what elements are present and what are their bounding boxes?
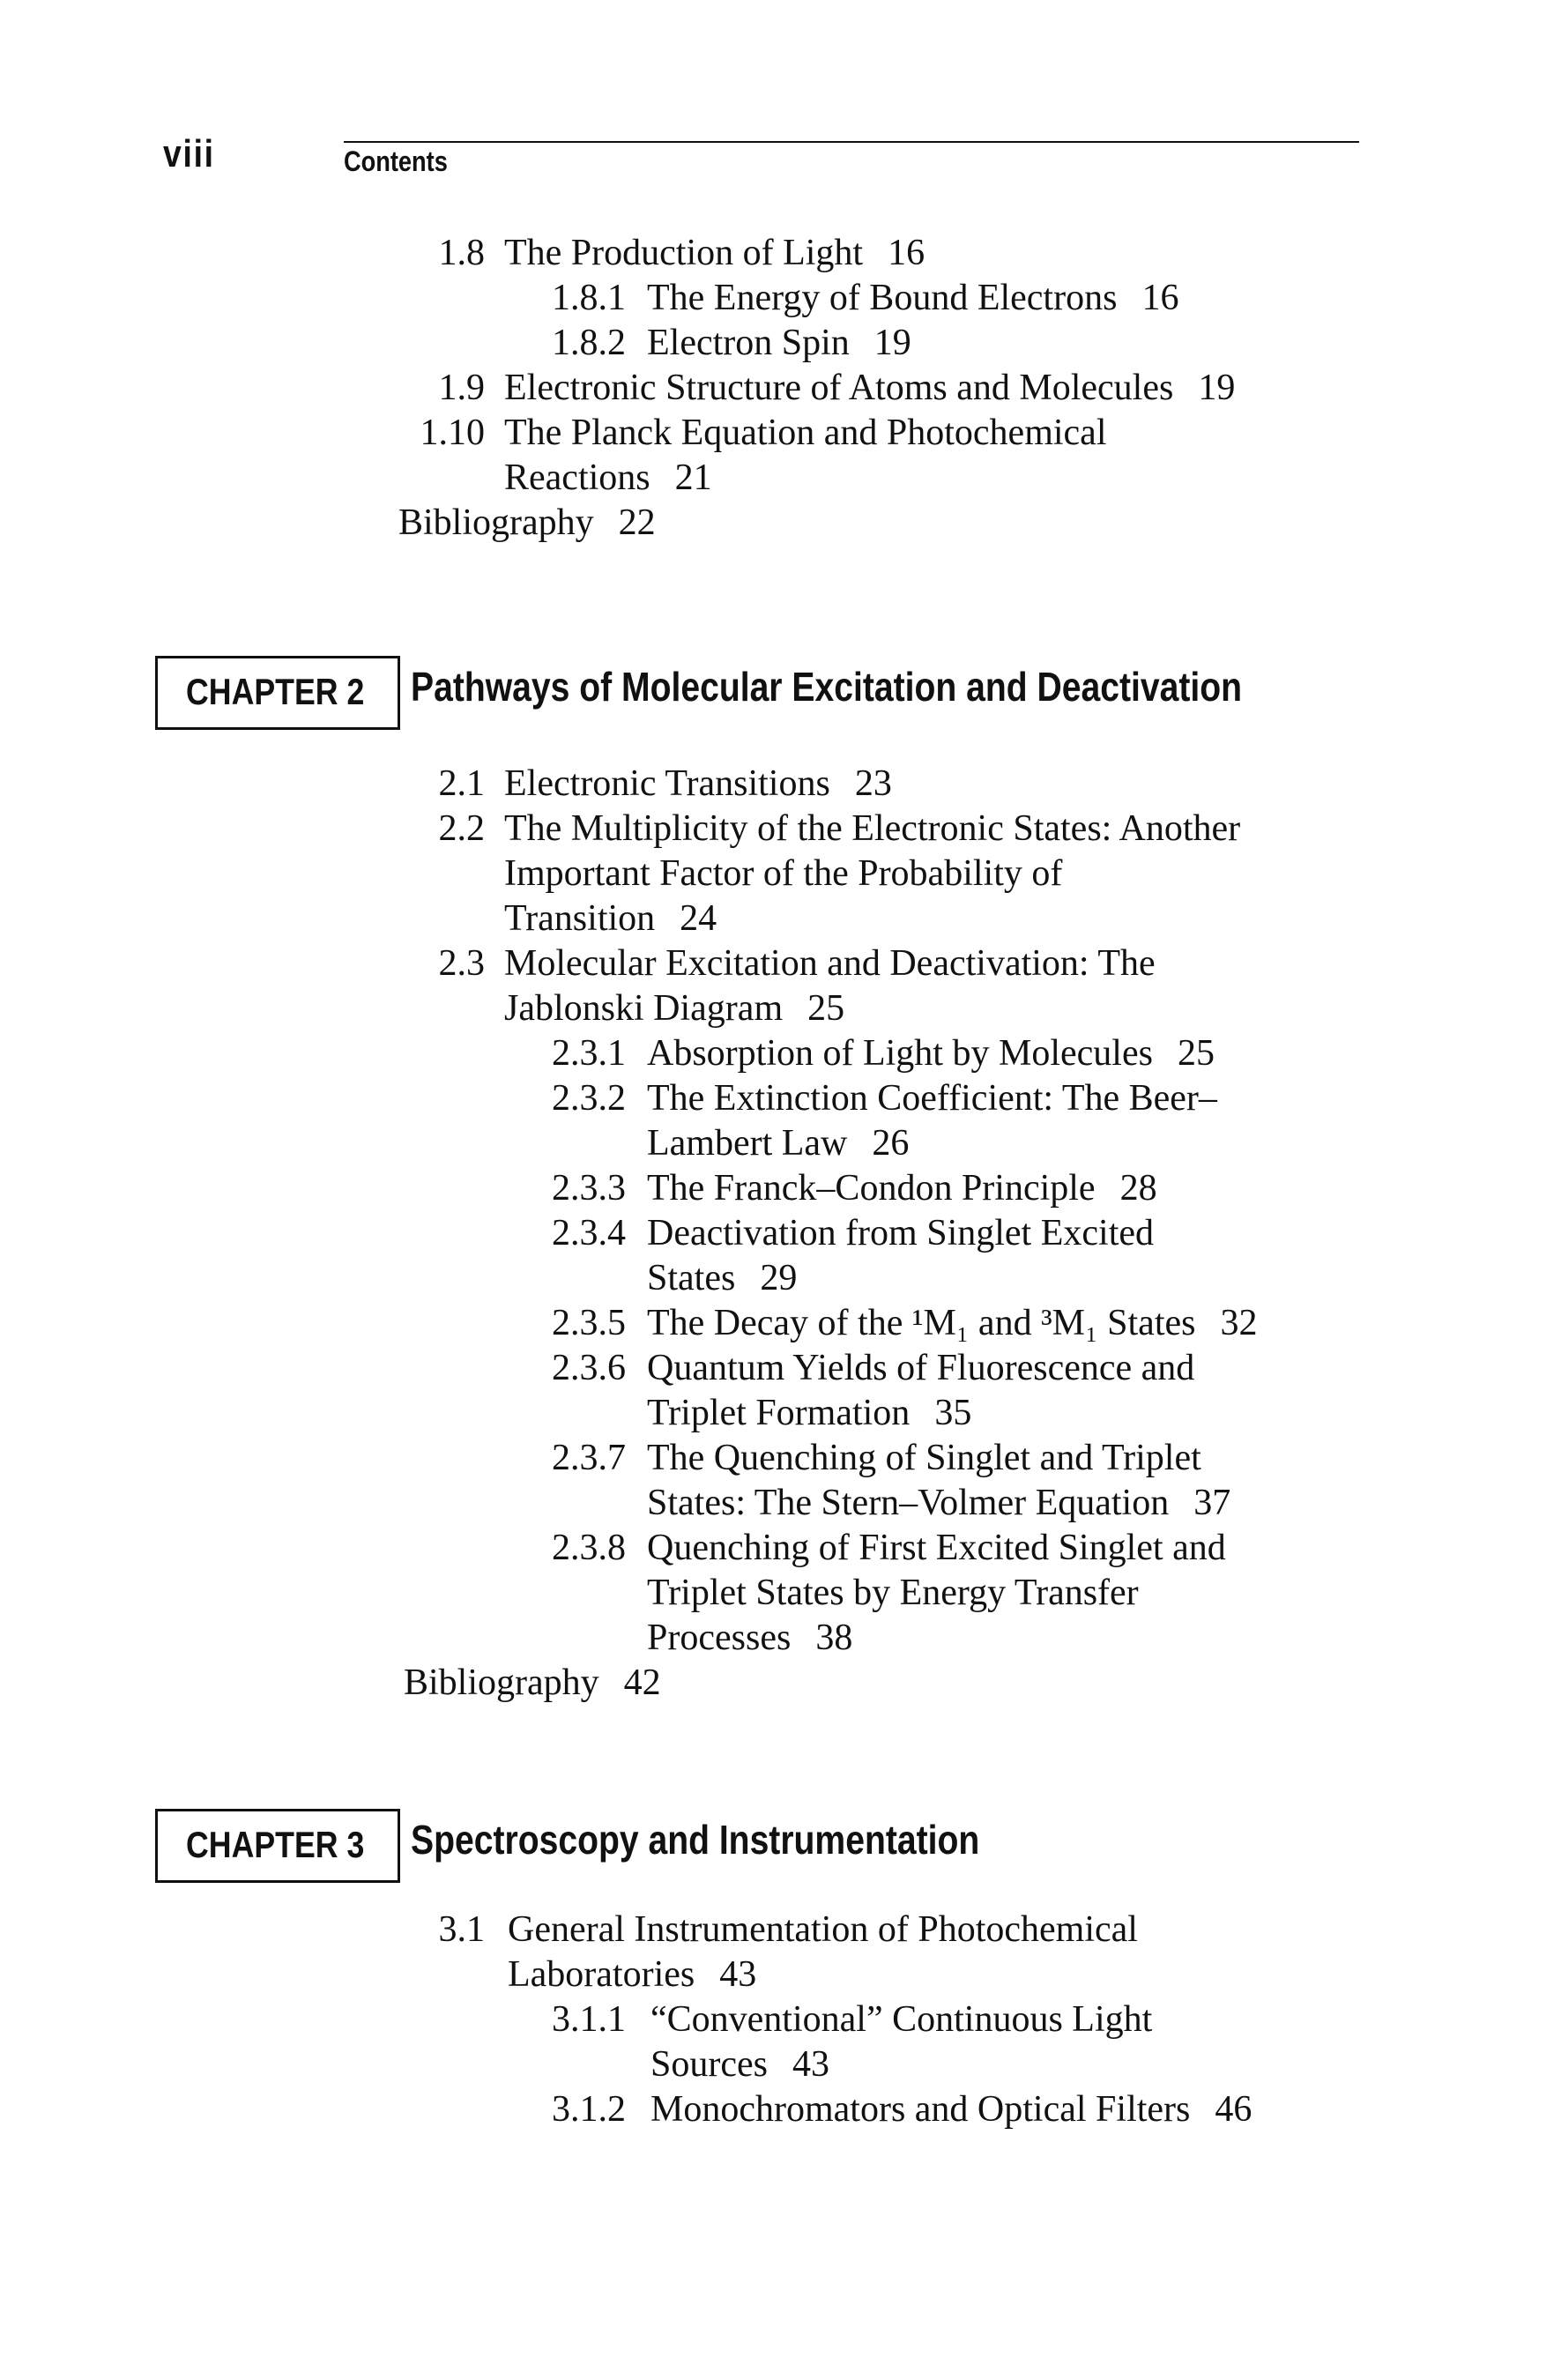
toc-entry-page: 16 xyxy=(1141,278,1179,318)
toc-entry-page: 26 xyxy=(872,1123,910,1164)
toc-entry-title: Bibliography xyxy=(398,502,594,543)
toc-entry-title: Triplet Formation xyxy=(647,1393,911,1433)
chapter-title: Pathways of Molecular Excitation and Deactivation xyxy=(411,664,1242,710)
toc-entry-title: Electronic Structure of Atoms and Molecules xyxy=(504,368,1174,408)
toc-entry-line xyxy=(504,896,717,941)
toc-entry-line xyxy=(647,1301,1257,1346)
toc-entry-title: States: The Stern–Volmer Equation xyxy=(647,1483,1170,1523)
toc-entry-page: 35 xyxy=(934,1393,972,1433)
toc-entry-line xyxy=(647,1391,971,1436)
chapter-heading xyxy=(155,656,1371,730)
toc-entry-number: 1.8.2 xyxy=(552,323,626,363)
toc-entry-number: 1.10 xyxy=(420,413,485,453)
toc-entry-title: States xyxy=(647,1258,736,1298)
toc-entry-line xyxy=(647,276,1178,321)
toc-entry-title: Lambert Law xyxy=(647,1123,848,1164)
toc-entry-title: Absorption of Light by Molecules xyxy=(647,1033,1153,1074)
toc-entry-line xyxy=(650,2042,829,2087)
toc-entry-page: 43 xyxy=(719,1954,757,1995)
toc-entry-title: The Decay of the ¹M₁ and ³M₁ States xyxy=(647,1303,1196,1343)
toc-entry-number: 3.1 xyxy=(438,1909,485,1950)
chapter-label-box xyxy=(155,656,400,730)
chapter-label: CHAPTER 2 xyxy=(186,671,365,712)
toc-entry-number: 3.1.1 xyxy=(552,1999,626,2040)
toc-entry-title: The Planck Equation and Photochemical xyxy=(504,413,1107,453)
toc-entry-title: Molecular Excitation and Deactivation: The xyxy=(504,943,1156,984)
toc-entry-number: 2.3.2 xyxy=(552,1078,626,1119)
toc-entry-number: 2.3 xyxy=(438,943,485,984)
toc-entry-line xyxy=(647,1616,852,1661)
toc-entry-title: Important Factor of the Probability of xyxy=(504,853,1063,894)
toc-entry-number: 2.3.3 xyxy=(552,1168,626,1209)
toc-entry-page: 16 xyxy=(888,233,925,273)
toc-entry-title: Quenching of First Excited Singlet and xyxy=(647,1528,1226,1568)
toc-entry-page: 25 xyxy=(1177,1033,1215,1074)
toc-entry-title: Jablonski Diagram xyxy=(504,988,784,1029)
toc-entry-line xyxy=(504,762,892,807)
toc-entry-title: “Conventional” Continuous Light xyxy=(650,1999,1153,2040)
toc-entry-page: 42 xyxy=(623,1662,661,1703)
toc-entry-title: Reactions xyxy=(504,457,650,498)
toc-entry-title: The Energy of Bound Electrons xyxy=(647,278,1118,318)
toc-entry-number: 2.3.5 xyxy=(552,1303,626,1343)
page-number: viii xyxy=(163,132,215,175)
toc-entry-line xyxy=(504,366,1235,411)
toc-entry-title: The Quenching of Singlet and Triplet xyxy=(647,1438,1201,1478)
toc-entry-number: 3.1.2 xyxy=(552,2089,626,2130)
toc-entry-page: 43 xyxy=(792,2044,829,2085)
toc-entry-line xyxy=(650,2087,1252,2132)
toc-entry-page: 37 xyxy=(1193,1483,1231,1523)
toc-entry-page: 23 xyxy=(854,763,892,804)
toc-entry-number: 1.8 xyxy=(438,233,485,273)
toc-entry-page: 25 xyxy=(807,988,845,1029)
toc-entry-title: Quantum Yields of Fluorescence and xyxy=(647,1348,1195,1388)
toc-entry-number: 1.9 xyxy=(438,368,485,408)
toc-entry-title: The Extinction Coefficient: The Beer– xyxy=(647,1078,1217,1119)
toc-entry-title: Monochromators and Optical Filters xyxy=(650,2089,1191,2130)
toc-entry-title: The Production of Light xyxy=(504,233,864,273)
toc-entry-line xyxy=(647,1031,1215,1076)
toc-entry-page: 32 xyxy=(1220,1303,1258,1343)
toc-entry-number: 1.8.1 xyxy=(552,278,626,318)
toc-entry-number: 2.3.8 xyxy=(552,1528,626,1568)
toc-entry-number: 2.3.6 xyxy=(552,1348,626,1388)
toc-entry-title: General Instrumentation of Photochemical xyxy=(508,1909,1138,1950)
toc-entry-line xyxy=(504,231,925,276)
toc-entry-line xyxy=(508,1952,756,1997)
running-head: Contents xyxy=(344,145,448,177)
toc-entry-title: The Franck–Condon Principle xyxy=(647,1168,1096,1209)
toc-entry-number: 2.3.1 xyxy=(552,1033,626,1074)
toc-entry-line xyxy=(647,1481,1230,1526)
toc-entry-page: 28 xyxy=(1119,1168,1157,1209)
toc-entry-page: 24 xyxy=(680,898,717,939)
toc-entry-page: 38 xyxy=(815,1618,853,1658)
toc-entry-page: 46 xyxy=(1215,2089,1253,2130)
toc-entry-title: Laboratories xyxy=(508,1954,695,1995)
toc-entry-number: 2.3.4 xyxy=(552,1213,626,1253)
toc-entry-title: The Multiplicity of the Electronic States: Another xyxy=(504,808,1241,849)
toc-entry-number: 2.2 xyxy=(438,808,485,849)
toc-entry-title: Processes xyxy=(647,1618,792,1658)
toc-entry-line xyxy=(504,986,844,1031)
toc-entry-title: Transition xyxy=(504,898,656,939)
toc-entry-number: 2.1 xyxy=(438,763,485,804)
chapter-heading xyxy=(155,1809,1371,1883)
toc-entry-title: Sources xyxy=(650,2044,768,2085)
toc-entry-line xyxy=(647,1256,797,1301)
chapter-label-box xyxy=(155,1809,400,1883)
toc-entry-page: 19 xyxy=(873,323,911,363)
toc-entry-page: 29 xyxy=(760,1258,798,1298)
toc-entry-line xyxy=(647,321,911,366)
toc-entry-number: 2.3.7 xyxy=(552,1438,626,1478)
toc-entry-title: Triplet States by Energy Transfer xyxy=(647,1573,1139,1613)
chapter-title: Spectroscopy and Instrumentation xyxy=(411,1817,980,1863)
toc-entry-line xyxy=(647,1121,909,1166)
toc-entry-page: 19 xyxy=(1198,368,1236,408)
toc-entry-line xyxy=(504,456,712,501)
toc-entry-line xyxy=(647,1166,1157,1211)
toc-entry-title: Electron Spin xyxy=(647,323,850,363)
toc-entry-page: 21 xyxy=(674,457,712,498)
toc-entry-title: Electronic Transitions xyxy=(504,763,830,804)
toc-entry-title: Deactivation from Singlet Excited xyxy=(647,1213,1154,1253)
chapter-label: CHAPTER 3 xyxy=(186,1824,365,1865)
toc-entry-title: Bibliography xyxy=(404,1662,599,1703)
toc-entry-line xyxy=(404,1661,661,1706)
toc-entry-line xyxy=(398,501,656,546)
toc-entry-page: 22 xyxy=(618,502,656,543)
